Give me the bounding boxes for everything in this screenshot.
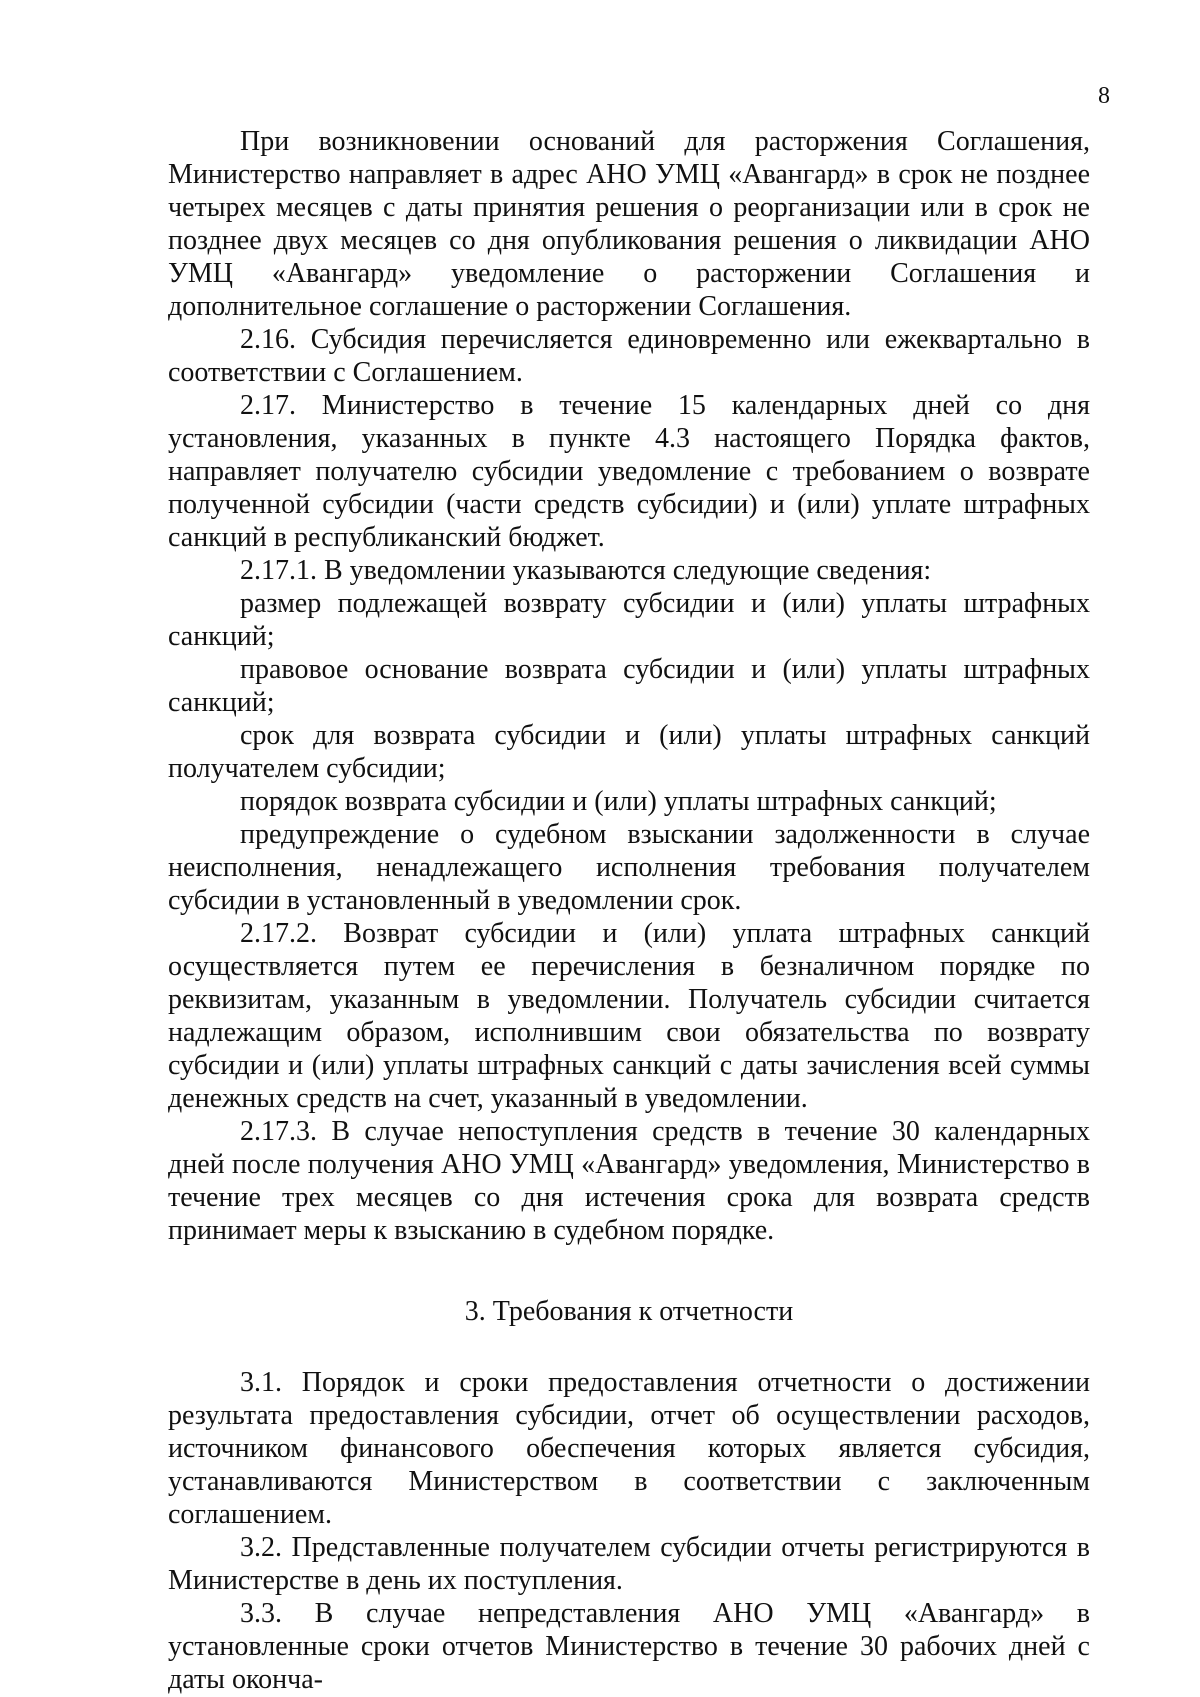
paragraph-2-17: 2.17. Министерство в течение 15 календарных дней со дня установления, указанных в пункте 4.3 настоящего Порядка фактов, направляет получателю субсидии уведомление с требованием о возврате полученной субсидии (части средств субсидии) и (или) уплате штрафных санкций в республиканский бюджет.: [168, 390, 1090, 553]
paragraph-termination-notice: При возникновении оснований для расторжения Соглашения, Министерство направляет в адрес АНО УМЦ «Авангард» в срок не позднее четырех месяцев с даты принятия решения о реорганизации или в срок не позднее двух месяцев со дня опубликования решения о ликвидации АНО УМЦ «Авангард» уведомление о расторжении Соглашения и дополнительное соглашение о расторжении Соглашения.: [168, 126, 1090, 322]
paragraph-3-2: 3.2. Представленные получателем субсидии отчеты регистрируются в Министерстве в день их поступления.: [168, 1532, 1090, 1596]
paragraph-2-16: 2.16. Субсидия перечисляется единовременно или ежеквартально в соответствии с Соглашением.: [168, 324, 1090, 388]
paragraph-2-17-1: 2.17.1. В уведомлении указываются следующие сведения:: [240, 555, 932, 586]
document-body: [168, 125, 1090, 1696]
paragraph-2-17-2: 2.17.2. Возврат субсидии и (или) уплата штрафных санкций осуществляется путем ее перечисления в безналичном порядке по реквизитам, указанным в уведомлении. Получатель субсидии считается надлежащим образом, исполнившим свои обязательства по возврату субсидии и (или) уплаты штрафных санкций с даты зачисления всей суммы денежных средств на счет, указанный в уведомлении.: [168, 918, 1090, 1114]
page-number: 8: [1098, 83, 1110, 109]
paragraph-2-17-3: 2.17.3. В случае непоступления средств в течение 30 календарных дней после получения АНО УМЦ «Авангард» уведомления, Министерство в течение трех месяцев со дня истечения срока для возврата средств принимает меры к взысканию в судебном порядке.: [168, 1116, 1090, 1246]
list-item-legal-basis: правовое основание возврата субсидии и (или) уплаты штрафных санкций;: [168, 654, 1090, 718]
list-item-deadline: срок для возврата субсидии и (или) уплаты штрафных санкций получателем субсидии;: [168, 720, 1090, 784]
list-item-procedure: порядок возврата субсидии и (или) уплаты штрафных санкций;: [240, 786, 997, 817]
paragraph-3-3: 3.3. В случае непредставления АНО УМЦ «Авангард» в установленные сроки отчетов Министерство в течение 30 рабочих дней с даты оконча-: [168, 1598, 1090, 1695]
paragraph-3-1: 3.1. Порядок и сроки предоставления отчетности о достижении результата предоставления субсидии, отчет об осуществлении расходов, источником финансового обеспечения которых является субсидия, устанавливаются Министерством в соответствии с заключенным соглашением.: [168, 1367, 1090, 1530]
list-item-amount: размер подлежащей возврату субсидии и (или) уплаты штрафных санкций;: [168, 588, 1090, 652]
section-title: 3. Требования к отчетности: [464, 1296, 794, 1327]
list-item-warning: предупреждение о судебном взыскании задолженности в случае неисполнения, ненадлежащего исполнения требования получателем субсидии в установленный в уведомлении срок.: [168, 819, 1090, 916]
